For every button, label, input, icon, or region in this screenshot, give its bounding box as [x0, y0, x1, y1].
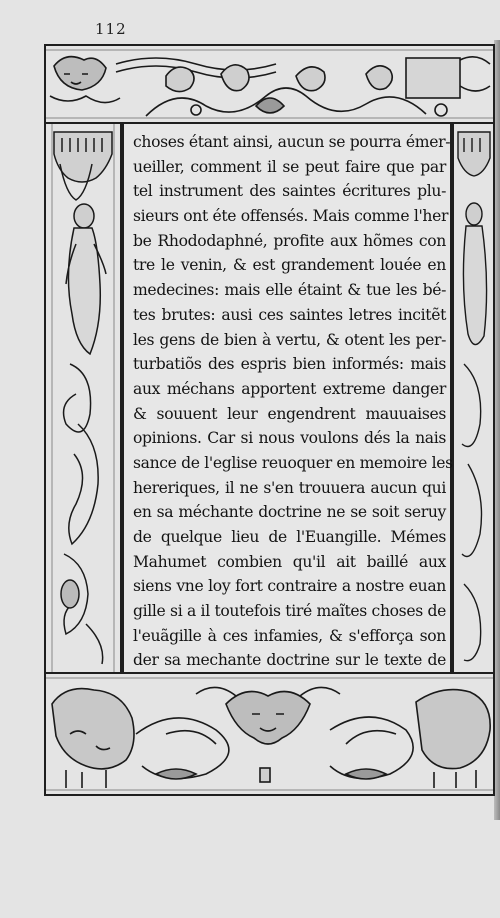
text-line: les gens de bien à vertu, & otent les per-	[133, 330, 446, 349]
text-line: ueiller, comment il se peut faire que par	[133, 157, 446, 176]
bottom-woodcut-border	[44, 672, 495, 796]
text-line: l'euãgille à ces infamies, & s'efforça son	[133, 626, 446, 645]
text-line: tes brutes: ausi ces saintes letres incitẽt	[133, 305, 446, 324]
text-line: be Rhododaphné, profite aux hõmes con	[133, 231, 446, 250]
text-line: aux méchans apportent extreme danger	[133, 379, 446, 398]
text-line: tre le venin, & est grandement louée en	[133, 256, 446, 275]
text-line: der sa mechante doctrine sur le texte de	[133, 651, 446, 670]
left-ornament-illustration	[46, 124, 120, 672]
text-line: sieurs ont éte offensés. Mais comme l'her	[133, 207, 449, 226]
text-line: opinions. Car si nous voulons dés la nais	[133, 429, 446, 448]
text-line: hereriques, il ne s'en trouuera aucun qui	[133, 478, 446, 497]
text-line: siens vne loy fort contraire a nostre euan	[133, 577, 446, 596]
text-line: medecines: mais elle étaint & tue les bé-	[133, 281, 446, 300]
right-woodcut-border	[452, 122, 495, 674]
bottom-ornament-illustration	[46, 674, 493, 794]
main-text-block	[122, 122, 452, 674]
text-line: choses étant ainsi, aucun se pourra émer-	[133, 133, 451, 151]
page-number: 112	[95, 20, 127, 38]
top-woodcut-border	[44, 44, 495, 124]
text-line: gille si a il toutefois tiré maĩtes choses de	[133, 602, 446, 621]
text-line: & souuent leur engendrent mauuaises	[133, 404, 446, 423]
text-line: turbatiõs des espris bien informés: mais	[133, 355, 446, 374]
text-line: de quelque lieu de l'Euangille. Mémes	[133, 528, 446, 546]
right-ornament-illustration	[454, 124, 493, 672]
text-line: sance de l'eglise reuoquer en memoire les	[133, 453, 453, 472]
text-line: Mahumet combien qu'il ait baillé aux	[133, 552, 446, 571]
left-woodcut-border	[44, 122, 122, 674]
top-ornament-illustration	[46, 46, 493, 122]
text-line: en sa méchante doctrine ne se soit seruy	[133, 503, 446, 522]
text-line: tel instrument des saintes écritures plu-	[133, 182, 446, 201]
